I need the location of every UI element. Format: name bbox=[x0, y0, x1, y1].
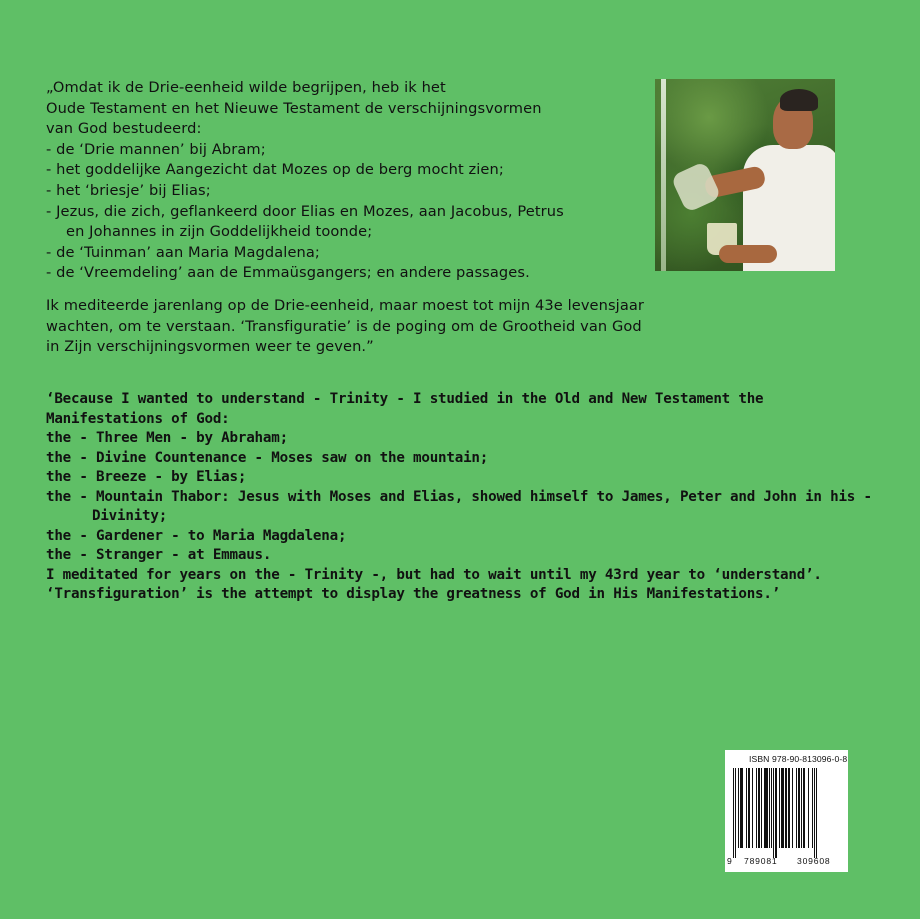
barcode-digit-first: 9 bbox=[727, 856, 732, 866]
dutch-line: Oude Testament en het Nieuwe Testament de verschijningsvormen bbox=[46, 99, 542, 117]
photo-person-hair bbox=[780, 89, 818, 111]
dutch-line: wachten, om te verstaan. ‘Transfiguratie’ is de poging om de Grootheid van God bbox=[46, 317, 642, 335]
english-list-item-continued: Divinity; bbox=[92, 508, 168, 524]
dutch-line: Ik mediteerde jarenlang op de Drie-eenheid, maar moest tot mijn 43e levensjaar bbox=[46, 296, 645, 314]
author-photo bbox=[655, 79, 835, 271]
dutch-list-item-continued: en Johannes in zijn Goddelijkheid toonde; bbox=[66, 223, 373, 241]
dutch-list-item: - het ‘briesje’ bij Elias; bbox=[46, 181, 211, 199]
english-list-item: the - Breeze - by Elias; bbox=[46, 469, 247, 485]
dutch-line: van God bestudeerd: bbox=[46, 120, 202, 138]
isbn-label: ISBN 978-90-813096-0-8 bbox=[749, 754, 848, 764]
photo-edge-stripe bbox=[661, 79, 666, 271]
english-list-item: the - Gardener - to Maria Magdalena; bbox=[46, 527, 347, 544]
barcode-digits-right: 309608 bbox=[797, 856, 831, 866]
dutch-line: „Omdat ik de Drie-eenheid wilde begrijpen, heb ik het bbox=[46, 79, 446, 96]
isbn-barcode bbox=[725, 750, 848, 872]
english-quote bbox=[46, 390, 876, 605]
english-line: ‘Transfiguration’ is the attempt to display the greatness of God in His Manifestations.’ bbox=[46, 586, 781, 602]
barcode-bar bbox=[816, 768, 817, 858]
dutch-list-item: - de ‘Tuinman’ aan Maria Magdalena; bbox=[46, 243, 320, 261]
english-line: ‘Because I wanted to understand - Trinity - I studied in the Old and New Testament the bbox=[46, 391, 764, 407]
english-list-item: the - Three Men - by Abraham; bbox=[46, 430, 288, 446]
english-list-item: the - Mountain Thabor: Jesus with Moses and Elias, showed himself to James, Peter and John in his - bbox=[46, 488, 872, 505]
english-line: Manifestations of God: bbox=[46, 410, 230, 427]
barcode-bars bbox=[733, 768, 841, 856]
photo-hand bbox=[719, 245, 777, 263]
english-line: I meditated for years on the - Trinity -, but had to wait until my 43rd year to ‘understand’. bbox=[46, 566, 822, 583]
dutch-list-item: - de ‘Vreemdeling’ aan de Emmaüsgangers; en andere passages. bbox=[46, 264, 530, 282]
barcode-digits-left: 789081 bbox=[744, 856, 778, 866]
dutch-list-item: - Jezus, die zich, geflankeerd door Elias en Mozes, aan Jacobus, Petrus bbox=[46, 202, 564, 220]
english-list-item: the - Stranger - at Emmaus. bbox=[46, 547, 272, 563]
dutch-list-item: - het goddelijke Aangezicht dat Mozes op de berg mocht zien; bbox=[46, 161, 504, 179]
dutch-quote bbox=[46, 78, 646, 358]
english-list-item: the - Divine Countenance - Moses saw on the mountain; bbox=[46, 449, 489, 466]
dutch-line: in Zijn verschijningsvormen weer te geven.” bbox=[46, 338, 374, 356]
dutch-closing-paragraph bbox=[46, 296, 646, 358]
dutch-list-item: - de ‘Drie mannen’ bij Abram; bbox=[46, 140, 266, 158]
